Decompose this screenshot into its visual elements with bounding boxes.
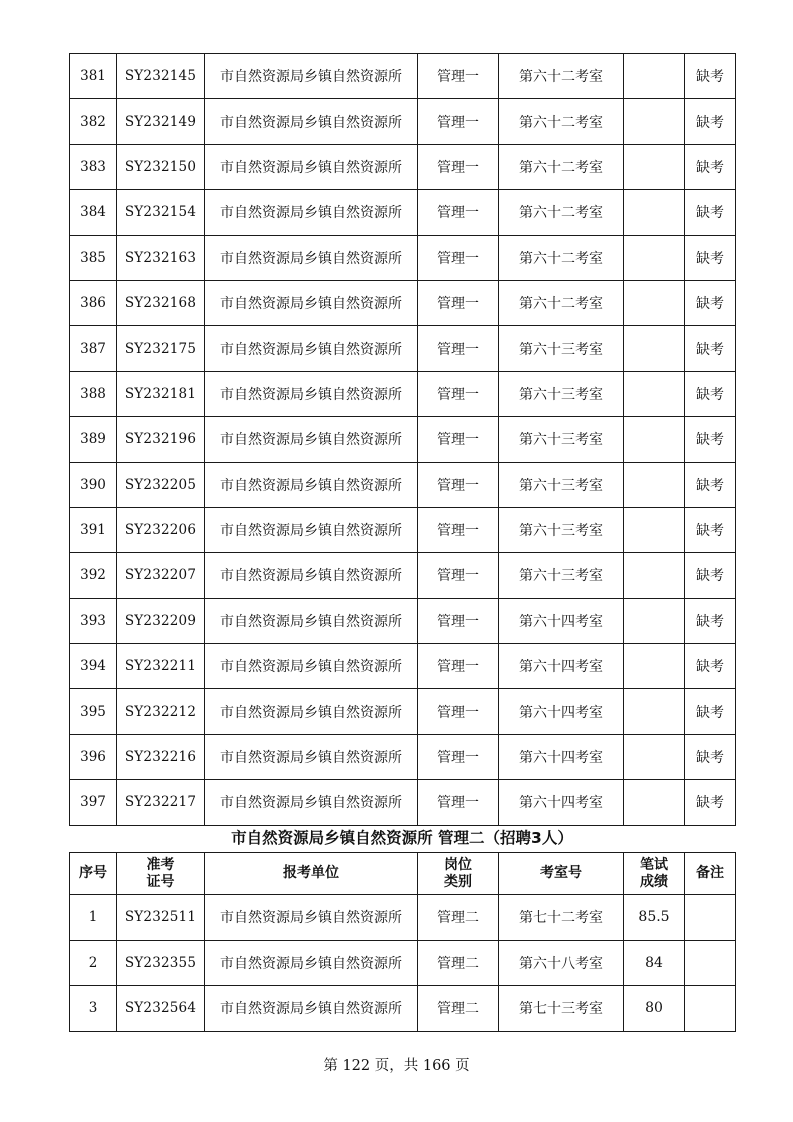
cell-applied-unit: 市自然资源局乡镇自然资源所 [205,644,418,689]
cell-admission-number: SY232511 [117,895,205,941]
header-written-score-line1: 笔试 [640,856,668,873]
cell-remarks [685,986,736,1032]
cell-post-category: 管理一 [418,734,499,779]
cell-written-score [624,553,685,598]
cell-admission-number: SY232211 [117,644,205,689]
cell-exam-room: 第六十四考室 [499,644,624,689]
cell-applied-unit: 市自然资源局乡镇自然资源所 [205,986,418,1032]
cell-exam-room: 第六十三考室 [499,371,624,416]
cell-remarks [685,895,736,941]
cell-exam-room: 第六十八考室 [499,940,624,986]
cell-remarks: 缺考 [685,734,736,779]
cell-serial-number: 386 [70,280,117,325]
cell-written-score: 85.5 [624,895,685,941]
header-admission-number [117,853,205,895]
cell-written-score [624,190,685,235]
cell-exam-room: 第六十三考室 [499,507,624,552]
header-admission-number-line2: 证号 [146,873,175,890]
cell-exam-room: 第六十二考室 [499,144,624,189]
cell-exam-room: 第六十三考室 [499,553,624,598]
header-exam-room: 考室号 [499,853,624,895]
cell-remarks: 缺考 [685,280,736,325]
cell-serial-number: 394 [70,644,117,689]
cell-written-score: 80 [624,986,685,1032]
cell-post-category: 管理一 [418,235,499,280]
cell-admission-number: SY232216 [117,734,205,779]
table-row [70,190,736,235]
cell-written-score: 84 [624,940,685,986]
cell-admission-number: SY232154 [117,190,205,235]
cell-applied-unit: 市自然资源局乡镇自然资源所 [205,553,418,598]
table-row [70,144,736,189]
table-row [70,417,736,462]
cell-applied-unit: 市自然资源局乡镇自然资源所 [205,144,418,189]
cell-exam-room: 第六十三考室 [499,462,624,507]
cell-admission-number: SY232168 [117,280,205,325]
cell-exam-room: 第六十二考室 [499,54,624,99]
cell-written-score [624,280,685,325]
cell-serial-number: 390 [70,462,117,507]
results-table-management-two [69,852,736,1032]
cell-exam-room: 第六十二考室 [499,280,624,325]
cell-post-category: 管理一 [418,144,499,189]
cell-applied-unit: 市自然资源局乡镇自然资源所 [205,326,418,371]
cell-admission-number: SY232205 [117,462,205,507]
cell-serial-number: 393 [70,598,117,643]
cell-remarks: 缺考 [685,190,736,235]
header-post-category-line1: 岗位 [444,856,472,873]
cell-serial-number: 2 [70,940,117,986]
cell-admission-number: SY232196 [117,417,205,462]
cell-remarks: 缺考 [685,235,736,280]
section-title: 市自然资源局乡镇自然资源所 管理二（招聘3人） [231,829,573,847]
cell-remarks: 缺考 [685,507,736,552]
table-row [70,553,736,598]
cell-written-score [624,598,685,643]
header-written-score [624,853,685,895]
cell-applied-unit: 市自然资源局乡镇自然资源所 [205,734,418,779]
cell-applied-unit: 市自然资源局乡镇自然资源所 [205,895,418,941]
cell-serial-number: 1 [70,895,117,941]
cell-written-score [624,371,685,416]
table-row [70,986,736,1032]
header-written-score-line2: 成绩 [640,873,668,890]
cell-serial-number: 381 [70,54,117,99]
cell-post-category: 管理一 [418,462,499,507]
table-row [70,280,736,325]
cell-written-score [624,326,685,371]
cell-serial-number: 389 [70,417,117,462]
cell-remarks: 缺考 [685,371,736,416]
table-header-row [70,853,736,895]
cell-serial-number: 397 [70,780,117,825]
cell-post-category: 管理一 [418,507,499,552]
cell-serial-number: 391 [70,507,117,552]
table-row [70,99,736,144]
cell-post-category: 管理一 [418,54,499,99]
cell-serial-number: 3 [70,986,117,1032]
cell-written-score [624,780,685,825]
header-remarks: 备注 [685,853,736,895]
cell-exam-room: 第六十四考室 [499,734,624,779]
cell-remarks: 缺考 [685,144,736,189]
table-row [70,644,736,689]
cell-applied-unit: 市自然资源局乡镇自然资源所 [205,598,418,643]
cell-applied-unit: 市自然资源局乡镇自然资源所 [205,417,418,462]
cell-post-category: 管理一 [418,598,499,643]
cell-exam-room: 第六十二考室 [499,190,624,235]
header-admission-number-line1: 准考 [146,856,175,873]
cell-written-score [624,644,685,689]
cell-remarks: 缺考 [685,462,736,507]
results-table-body [70,54,736,826]
cell-remarks: 缺考 [685,326,736,371]
cell-written-score [624,734,685,779]
cell-remarks: 缺考 [685,99,736,144]
table-row [70,940,736,986]
cell-post-category: 管理一 [418,99,499,144]
cell-admission-number: SY232145 [117,54,205,99]
cell-admission-number: SY232209 [117,598,205,643]
cell-remarks [685,940,736,986]
cell-serial-number: 395 [70,689,117,734]
cell-written-score [624,99,685,144]
cell-exam-room: 第七十三考室 [499,986,624,1032]
cell-remarks: 缺考 [685,54,736,99]
table-row [70,371,736,416]
cell-admission-number: SY232212 [117,689,205,734]
header-post-category [418,853,499,895]
table-row [70,895,736,941]
cell-serial-number: 384 [70,190,117,235]
header-applied-unit: 报考单位 [205,853,418,895]
cell-applied-unit: 市自然资源局乡镇自然资源所 [205,689,418,734]
cell-remarks: 缺考 [685,417,736,462]
page-footer: 第 122 页，共 166 页 [323,1058,470,1074]
cell-exam-room: 第七十二考室 [499,895,624,941]
header-post-category-line2: 类别 [444,873,472,890]
table-row [70,598,736,643]
cell-post-category: 管理一 [418,689,499,734]
cell-admission-number: SY232206 [117,507,205,552]
cell-serial-number: 382 [70,99,117,144]
cell-written-score [624,417,685,462]
cell-applied-unit: 市自然资源局乡镇自然资源所 [205,940,418,986]
cell-applied-unit: 市自然资源局乡镇自然资源所 [205,780,418,825]
header-serial-number: 序号 [70,853,117,895]
cell-admission-number: SY232150 [117,144,205,189]
cell-applied-unit: 市自然资源局乡镇自然资源所 [205,235,418,280]
table-row [70,507,736,552]
cell-exam-room: 第六十三考室 [499,417,624,462]
cell-admission-number: SY232207 [117,553,205,598]
cell-post-category: 管理二 [418,895,499,941]
cell-post-category: 管理二 [418,986,499,1032]
cell-serial-number: 388 [70,371,117,416]
table-row [70,734,736,779]
cell-applied-unit: 市自然资源局乡镇自然资源所 [205,371,418,416]
cell-written-score [624,235,685,280]
cell-remarks: 缺考 [685,553,736,598]
table-row [70,54,736,99]
cell-applied-unit: 市自然资源局乡镇自然资源所 [205,507,418,552]
cell-applied-unit: 市自然资源局乡镇自然资源所 [205,99,418,144]
cell-written-score [624,144,685,189]
cell-written-score [624,507,685,552]
table-row [70,235,736,280]
cell-exam-room: 第六十二考室 [499,99,624,144]
cell-remarks: 缺考 [685,780,736,825]
cell-post-category: 管理一 [418,280,499,325]
cell-post-category: 管理一 [418,644,499,689]
cell-remarks: 缺考 [685,689,736,734]
cell-serial-number: 396 [70,734,117,779]
cell-serial-number: 387 [70,326,117,371]
cell-post-category: 管理一 [418,371,499,416]
cell-admission-number: SY232181 [117,371,205,416]
cell-exam-room: 第六十三考室 [499,326,624,371]
cell-post-category: 管理二 [418,940,499,986]
cell-admission-number: SY232564 [117,986,205,1032]
cell-written-score [624,54,685,99]
cell-serial-number: 392 [70,553,117,598]
cell-written-score [624,462,685,507]
cell-exam-room: 第六十二考室 [499,235,624,280]
cell-serial-number: 383 [70,144,117,189]
results-table-continued [69,53,736,826]
results-table-body [70,895,736,1032]
cell-written-score [624,689,685,734]
cell-applied-unit: 市自然资源局乡镇自然资源所 [205,462,418,507]
cell-remarks: 缺考 [685,598,736,643]
cell-post-category: 管理一 [418,553,499,598]
cell-admission-number: SY232217 [117,780,205,825]
cell-post-category: 管理一 [418,190,499,235]
cell-exam-room: 第六十四考室 [499,598,624,643]
cell-exam-room: 第六十四考室 [499,689,624,734]
table-row [70,462,736,507]
cell-applied-unit: 市自然资源局乡镇自然资源所 [205,190,418,235]
cell-applied-unit: 市自然资源局乡镇自然资源所 [205,280,418,325]
cell-post-category: 管理一 [418,417,499,462]
table-row [70,689,736,734]
cell-post-category: 管理一 [418,326,499,371]
cell-admission-number: SY232355 [117,940,205,986]
table-row [70,780,736,825]
cell-admission-number: SY232163 [117,235,205,280]
cell-admission-number: SY232149 [117,99,205,144]
table-row [70,326,736,371]
cell-remarks: 缺考 [685,644,736,689]
cell-exam-room: 第六十四考室 [499,780,624,825]
cell-admission-number: SY232175 [117,326,205,371]
cell-serial-number: 385 [70,235,117,280]
cell-post-category: 管理一 [418,780,499,825]
cell-applied-unit: 市自然资源局乡镇自然资源所 [205,54,418,99]
